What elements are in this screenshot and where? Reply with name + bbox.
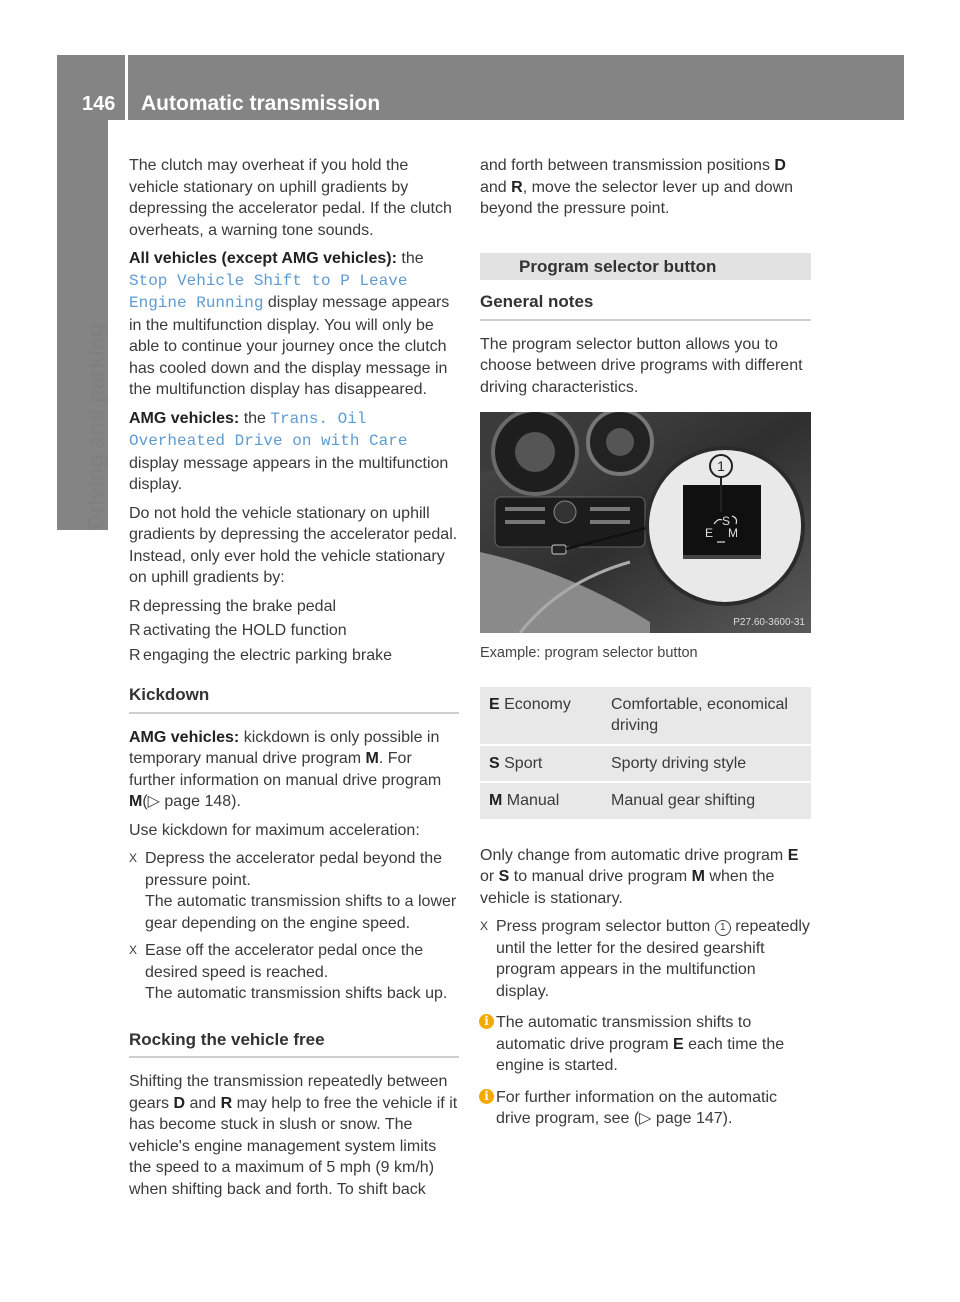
program-description: Comfortable, economical driving (602, 687, 811, 744)
list-item (129, 596, 459, 618)
step-text: Depress the accelerator pedal beyond the pressure point. (145, 850, 443, 889)
all-vehicles-label: All vehicles (except AMG vehicles): (129, 250, 397, 267)
step-marker: X (480, 919, 489, 933)
text-fragment: , move the selector lever up and down beyond the pressure point. (480, 178, 794, 217)
text-fragment: Shifting the transmission repeatedly between gears (129, 1073, 448, 1112)
bullet-marker: R (129, 622, 141, 639)
step-text: Press program selector button (496, 918, 715, 935)
program-selector-heading: Program selector button (480, 253, 811, 281)
text-fragment: or (480, 868, 499, 885)
callout-number: 1 (717, 458, 725, 474)
info-note-startup (480, 1012, 811, 1077)
display-message-trans-oil: Trans. Oil Overheated Drive on with Care (129, 409, 408, 450)
info-note-further (480, 1087, 811, 1130)
program-letter: E (787, 846, 799, 864)
image-reference-code: P27.60-3600-31 (733, 617, 805, 628)
list-item-text: engaging the electric parking brake (143, 646, 393, 664)
text-fragment: to manual drive program (509, 868, 692, 885)
step-marker: X (129, 943, 138, 957)
text-fragment: The automatic transmission shifts to automatic drive program (496, 1014, 752, 1053)
program-name (480, 687, 602, 744)
text-fragment: display message appears in the multifunction display. You will only be able to continue your journey once the clutch has cooled down and the display message in the multifunction display has disappeared. (129, 294, 450, 398)
kickdown-steps (129, 848, 459, 1005)
program-name (480, 746, 602, 782)
page-reference-148[interactable]: (▷ page 148). (142, 793, 241, 810)
table-row (480, 783, 811, 819)
list-item-text: activating the HOLD function (143, 622, 347, 639)
program-description: Sporty driving style (602, 746, 811, 782)
text-fragment: and (480, 178, 512, 196)
hold-methods-list (129, 596, 459, 667)
program-letter: M (489, 792, 503, 809)
text-fragment: kickdown is only possible in temporary manual drive program (129, 728, 440, 767)
bullet-marker: R (129, 646, 141, 664)
text-fragment: and forth between transmission positions (480, 157, 775, 174)
info-text (496, 1012, 811, 1077)
text-fragment: the (239, 409, 271, 427)
cockpit-illustration (480, 412, 811, 633)
page-number: 146 (82, 93, 116, 115)
step-item (129, 848, 459, 934)
kickdown-amg-paragraph (129, 727, 459, 813)
program-label: Sport (499, 754, 543, 772)
clutch-paragraph: The clutch may overheat if you hold the vehicle stationary on uphill gradients by depressing the accelerator pedal. If the clutch overheats, a warning tone sounds. (129, 157, 452, 239)
program-letter: S (489, 754, 500, 772)
program-letter: M (365, 750, 379, 767)
program-selector-photo (480, 412, 811, 633)
drive-program-table (480, 685, 811, 821)
list-item-text: depressing the brake pedal (143, 597, 337, 615)
text-fragment: when the vehicle is stationary. (480, 868, 775, 907)
text-fragment: Only change from automatic drive program (480, 846, 788, 864)
program-letter: E (489, 695, 500, 713)
chapter-label: Driving and parking (83, 323, 108, 530)
step-item (129, 940, 459, 1005)
only-change-paragraph (480, 845, 811, 910)
text-fragment: display message appears in the multifunction display. (129, 454, 449, 493)
step-text: Ease off the accelerator pedal once the desired speed is reached. (145, 942, 424, 981)
text-fragment: and (185, 1094, 221, 1112)
program-label: Economy (499, 695, 571, 713)
all-vehicles-paragraph (129, 248, 459, 401)
table-row (480, 687, 811, 744)
program-letter: E (672, 1035, 684, 1053)
uphill-paragraph: Do not hold the vehicle stationary on uphill gradients by depressing the accelerator pedal. Instead, only ever hold the vehicle stationary on uphill gradients by: (129, 504, 458, 586)
rocking-paragraph (129, 1071, 459, 1200)
page-title: Automatic transmission (141, 92, 381, 115)
table-row (480, 746, 811, 782)
gear-letter: R (220, 1094, 233, 1112)
step-result: The automatic transmission shifts back up. (145, 985, 448, 1002)
step-marker: X (129, 851, 138, 865)
list-item (129, 620, 459, 642)
text-fragment: the (396, 250, 424, 267)
text-fragment: may help to free the vehicle if it has become stuck in slush or snow. The vehicle's engine management system limits the speed to a maximum of 5 mph (9 km/h) when shifting back and forth. To shift back (129, 1094, 458, 1198)
rocking-heading: Rocking the vehicle free (129, 1029, 459, 1059)
program-description: Manual gear shifting (602, 783, 811, 819)
program-label: Manual (502, 792, 560, 809)
info-text[interactable]: For further information on the automatic drive program, see (▷ page 147). (496, 1088, 778, 1127)
kickdown-heading: Kickdown (129, 684, 459, 714)
header-separator (125, 55, 128, 120)
program-letter: M (691, 868, 705, 885)
step-result: The automatic transmission shifts to a lower gear depending on the engine speed. (145, 893, 457, 932)
step-item (480, 916, 811, 1002)
info-icon: i (479, 1014, 494, 1029)
bullet-marker: R (129, 597, 141, 615)
list-item (129, 645, 459, 667)
gear-letter: D (173, 1094, 186, 1112)
right-column (480, 155, 811, 1130)
amg-label: AMG vehicles: (129, 728, 240, 746)
info-icon: i (479, 1089, 494, 1104)
program-letter: M (129, 793, 143, 810)
display-message-stop-vehicle: Stop Vehicle Shift to P Leave Engine Running (129, 271, 408, 312)
button-letter-m: M (728, 526, 738, 540)
general-notes-heading: General notes (480, 291, 811, 321)
text-fragment: each time the engine is started. (496, 1035, 785, 1074)
photo-caption: Example: program selector button (480, 645, 698, 661)
button-letter-e: E (704, 526, 714, 540)
button-letter-s: S (721, 514, 731, 528)
program-letter: S (498, 868, 510, 885)
callout-reference: 1 (715, 920, 731, 936)
kickdown-intro: Use kickdown for maximum acceleration: (129, 821, 420, 839)
gear-letter: R (511, 178, 523, 196)
step-text: repeatedly until the letter for the desired gearshift program appears in the multifunction display. (496, 918, 810, 1000)
left-column (129, 155, 459, 1207)
gear-letter: D (774, 157, 786, 174)
amg-label: AMG vehicles: (129, 409, 240, 427)
continued-paragraph (480, 155, 811, 220)
amg-paragraph (129, 408, 459, 496)
general-notes-paragraph: The program selector button allows you to choose between drive programs with different driving characteristics. (480, 335, 803, 396)
program-name (480, 783, 602, 819)
selector-steps (480, 916, 811, 1002)
text-fragment: . For further information on manual drive program (129, 750, 442, 789)
